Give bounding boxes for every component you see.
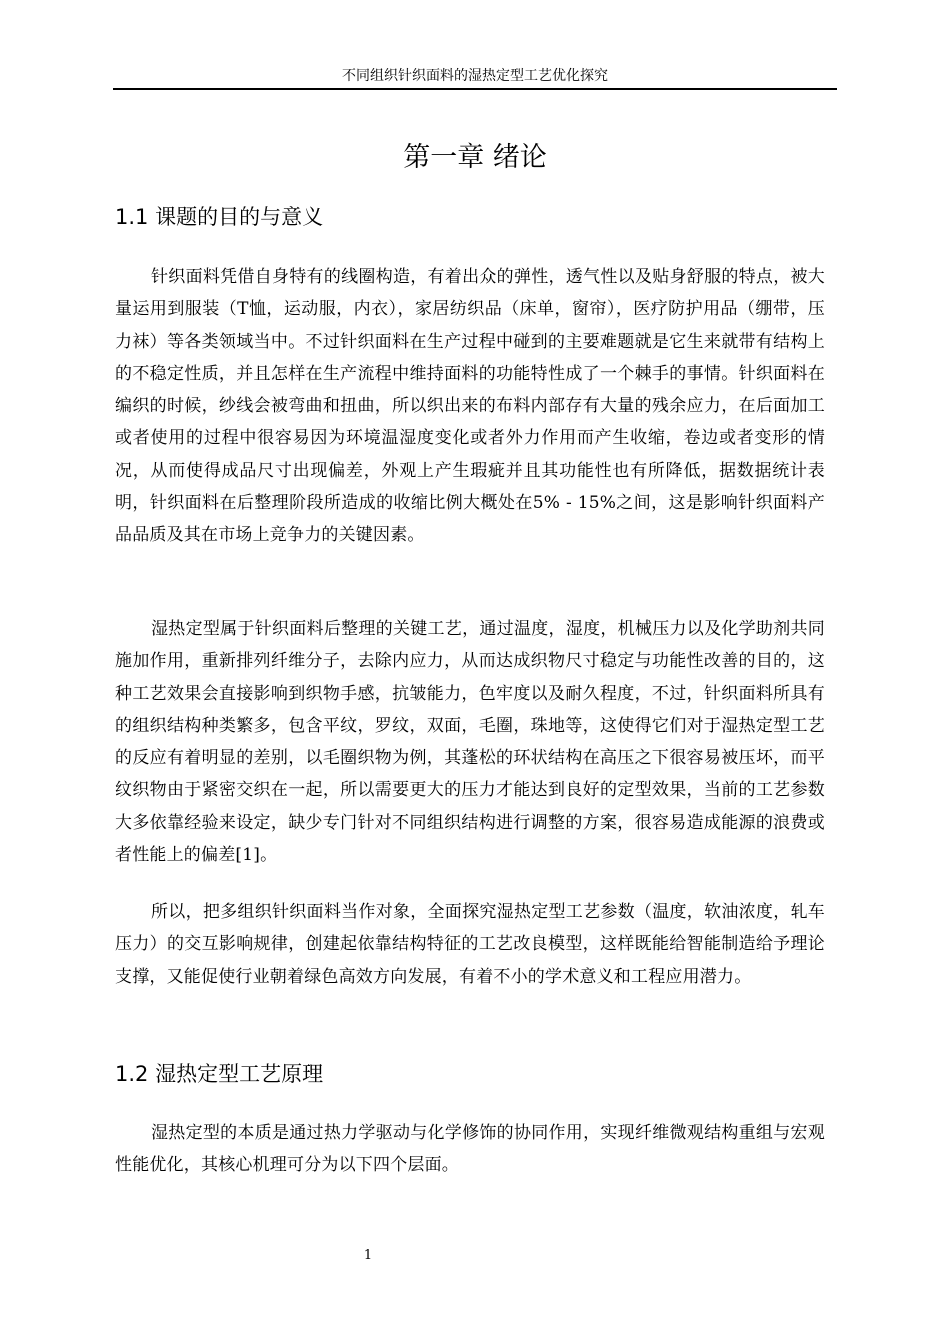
- chapter-title: 第一章 绪论: [403, 142, 547, 173]
- section-heading: 1.2 湿热定型工艺原理: [115, 1062, 324, 1086]
- body-paragraph: 针织面料凭借自身特有的线圈构造，有着出众的弹性，透气性以及贴身舒服的特点，被大量运用到服装（T恤，运动服，内衣），家居纺织品（床单，窗帘），医疗防护用品（绷带，压力袜）等各类领域当中。不过针织面料在生产过程中碰到的主要难题就是它生来就带有结构上的不稳定性质，并且怎样在生产流程中维持面料的功能特性成了一个棘手的事情。针织面料在编织的时候，纱线会被弯曲和扭曲，所以织出来的布料内部存有大量的残余应力，在后面加工或者使用的过程中很容易因为环境温湿度变化或者外力作用而产生收缩，卷边或者变形的情况，从而使得成品尺寸出现偏差，外观上产生瑕疵并且其功能性也有所降低，据数据统计表明，针织面料在后整理阶段所造成的收缩比例大概处在5% - 15%之间，这是影响针织面料产品品质及其在市场上竞争力的关键因素。: [115, 267, 825, 546]
- body-paragraph: 湿热定型属于针织面料后整理的关键工艺，通过温度，湿度，机械压力以及化学助剂共同施加作用，重新排列纤维分子，去除内应力，从而达成织物尺寸稳定与功能性改善的目的，这种工艺效果会直接影响到织物手感，抗皱能力，色牢度以及耐久程度，不过，针织面料所具有的组织结构种类繁多，包含平纹，罗纹，双面，毛圈，珠地等，这使得它们对于湿热定型工艺的反应有着明显的差别，以毛圈织物为例，其蓬松的环状结构在高压之下很容易被压坏，而平纹织物由于紧密交织在一起，所以需要更大的压力才能达到良好的定型效果，当前的工艺参数大多依靠经验来设定，缺少专门针对不同组织结构进行调整的方案，很容易造成能源的浪费或者性能上的偏差[1]。: [115, 619, 825, 866]
- running-header: 不同组织针织面料的湿热定型工艺优化探究: [342, 68, 608, 84]
- body-paragraph: 湿热定型的本质是通过热力学驱动与化学修饰的协同作用，实现纤维微观结构重组与宏观性能优化，其核心机理可分为以下四个层面。: [115, 1123, 825, 1176]
- page-number: 1: [363, 1248, 373, 1263]
- section-heading: 1.1 课题的目的与意义: [115, 205, 324, 229]
- body-paragraph: 所以，把多组织针织面料当作对象，全面探究湿热定型工艺参数（温度，软油浓度，轧车压力）的交互影响规律，创建起依靠结构特征的工艺改良模型，这样既能给智能制造给予理论支撑，又能促使行业朝着绿色高效方向发展，有着不小的学术意义和工程应用潜力。: [115, 902, 825, 987]
- header-rule: [113, 88, 837, 90]
